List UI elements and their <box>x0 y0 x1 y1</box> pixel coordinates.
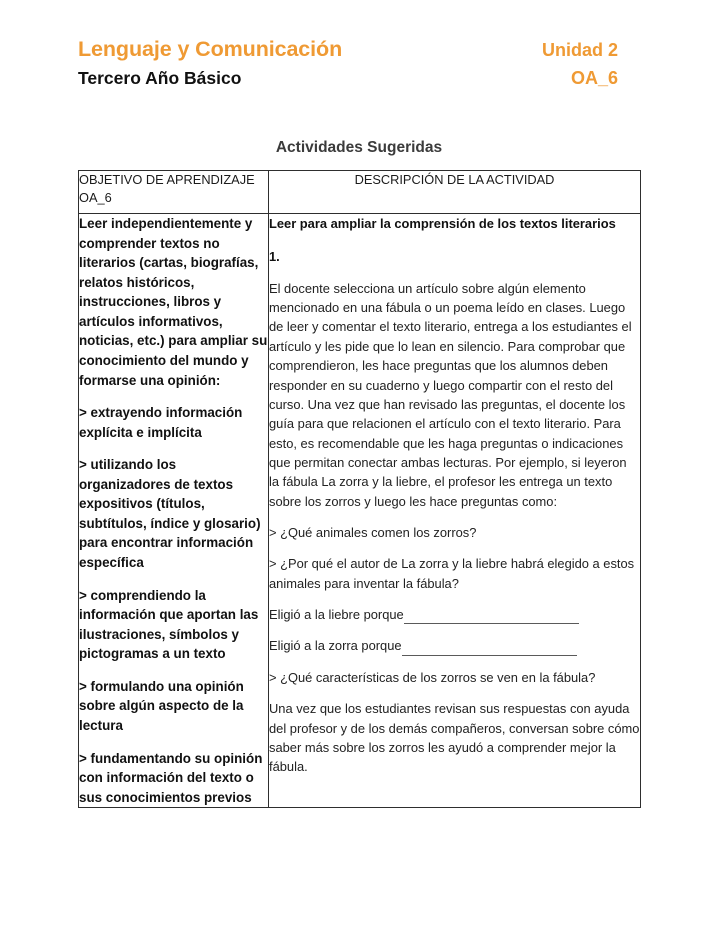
objective-bullet-5: > fundamentando su opinión con información del texto o sus conocimientos previos <box>79 750 263 805</box>
table-header-objective: OBJETIVO DE APRENDIZAJE OA_6 <box>79 171 269 214</box>
objective-bullet-3: > comprendiendo la información que aportan las ilustraciones, símbolos y pictogramas a un texto <box>79 587 259 662</box>
activity-paragraph-1: El docente selecciona un artículo sobre algún elemento mencionado en una fábula o un poema leído en clases. Luego de leer y comentar el texto literario, entrega a los estudiantes el artículo y les pide que lo lean en silencio. Para comprobar que comprendieron, les hace preguntas que los alumnos deben responder en su cuaderno y luego compartir con el resto del curso. Una vez que han revisado las preguntas, el docente los guía para que relacionen el artículo con el texto literario. Para esto, es recomendable que les haga preguntas o indicaciones que permitan conectar ambas lecturas. Por ejemplo, si leyeron la fábula La zorra y la liebre, el profesor les entrega un texto sobre los zorros y luego les hace preguntas como: <box>269 280 632 509</box>
activity-question-2: > ¿Por qué el autor de La zorra y la liebre habrá elegido a estos animales para inventar la fábula? <box>269 556 635 591</box>
document-masthead <box>78 36 618 90</box>
grade-level: Tercero Año Básico <box>78 67 242 88</box>
table-header-row <box>79 171 641 214</box>
section-title: Actividades Sugeridas <box>275 139 443 156</box>
activity-paragraph-2: Una vez que los estudiantes revisan sus respuestas con ayuda del profesor y de los demás compañeros, conversan sobre cómo saber más sobre los zorros les ayudó a comprender mejor la fábula. <box>269 701 640 775</box>
fill-in-2-label: Eligió a la zorra porque <box>269 638 402 654</box>
activity-cell <box>269 214 641 808</box>
activity-number: 1. <box>269 249 280 265</box>
masthead-row-primary <box>78 36 618 64</box>
fill-in-1-label: Eligió a la liebre porque <box>269 607 404 623</box>
table-header-description: DESCRIPCIÓN DE LA ACTIVIDAD <box>269 171 641 214</box>
objective-bullet-4: > formulando una opinión sobre algún aspecto de la lectura <box>79 678 244 733</box>
table-content-row <box>79 214 641 808</box>
fill-in-1-blank[interactable] <box>404 611 579 624</box>
subject-title: Lenguaje y Comunicación <box>78 37 343 61</box>
activity-question-1: > ¿Qué animales comen los zorros? <box>269 525 477 541</box>
unit-label: Unidad 2 <box>541 40 618 60</box>
activity-question-3: > ¿Qué características de los zorros se ven en la fábula? <box>269 669 596 685</box>
activity-fill-in-2 <box>269 636 640 655</box>
fill-in-2-blank[interactable] <box>402 643 577 656</box>
objective-intro: Leer independientemente y comprender textos no literarios (cartas, biografías, relatos históricos, instrucciones, libros y artículos informativos, noticias, etc.) para ampliar su conocimiento del mundo y formarse una opinión: <box>79 216 268 388</box>
objective-cell <box>79 214 269 808</box>
oa-code: OA_6 <box>570 67 618 88</box>
activities-table <box>78 170 641 808</box>
masthead-row-secondary <box>78 67 618 90</box>
activity-fill-in-1 <box>269 605 640 624</box>
objective-bullet-1: > extrayendo información explícita e implícita <box>79 405 243 440</box>
activity-heading: Leer para ampliar la comprensión de los textos literarios <box>269 216 616 231</box>
objective-bullet-2: > utilizando los organizadores de textos expositivos (títulos, subtítulos, índice y glosario) para encontrar información específica <box>79 457 261 570</box>
